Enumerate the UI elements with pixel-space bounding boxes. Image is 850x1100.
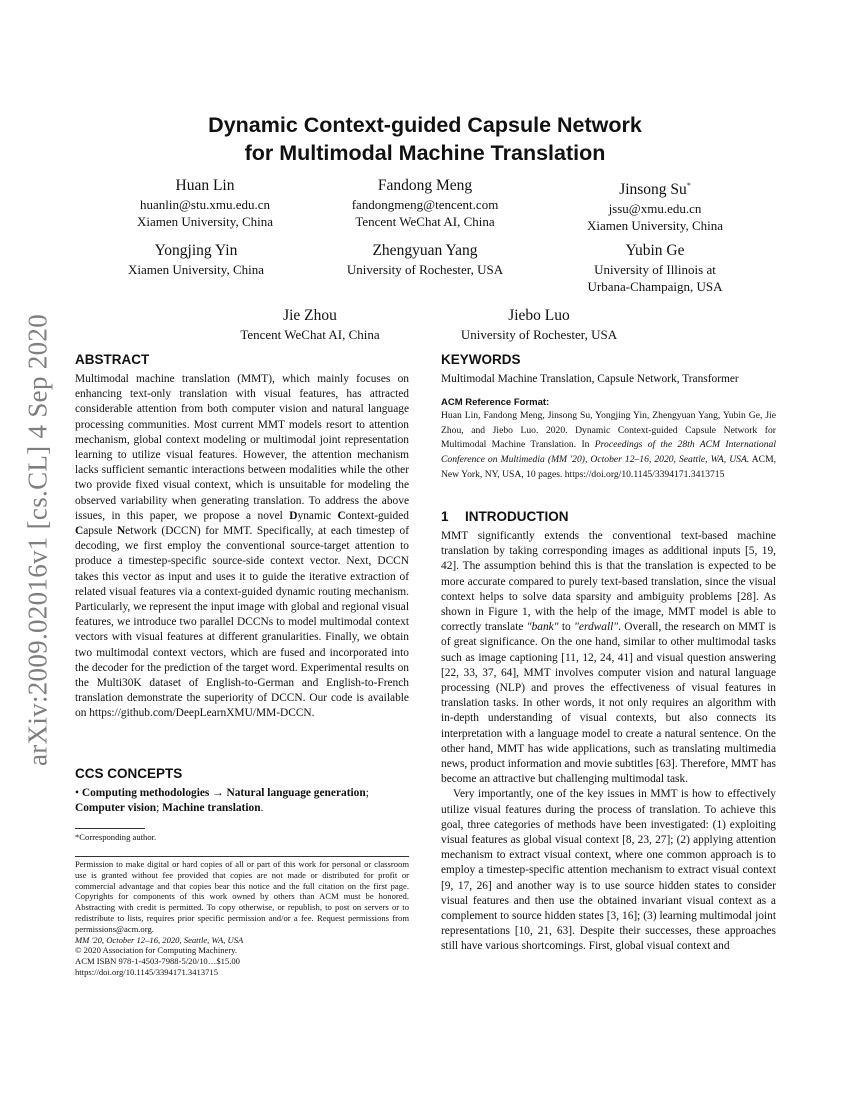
permission-block xyxy=(75,856,409,978)
ccs-heading: CCS CONCEPTS xyxy=(75,766,183,781)
author-block xyxy=(315,241,535,278)
author-block xyxy=(315,176,535,230)
author-affiliation: University of Rochester, USA xyxy=(460,327,618,342)
author-affiliation: Xiamen University, China xyxy=(128,262,264,277)
author-affiliation: Xiamen University, China xyxy=(137,214,273,229)
author-block xyxy=(86,241,306,278)
ccs-section xyxy=(75,766,409,816)
footnote xyxy=(75,828,409,843)
arxiv-stamp xyxy=(18,300,58,780)
author-block xyxy=(200,306,420,343)
arxiv-id: arXiv:2009.02016v1 [cs.CL] 4 Sep 2020 xyxy=(22,313,53,767)
intro-paragraph-2: Very importantly, one of the key issues in MMT is how to effectively utilize visual features during the process of translation. To achieve this goal, three categories of methods have been investigated: (1) exploiting visual features as global visual context [8, 23, 27]; (2) applying attention mechanism to extract visual context, where one common approach is to employ a timestep-specific attention mechanism to extract visual context [9, 17, 26] and another way is to use source hidden states to consider visual features and then use the obtained invariant visual context as a complement to source hidden states [3, 16]; (3) learning multimodal joint representations [10, 21, 63]. Despite their successes, these approaches still have various shortcomings. First, global visual context and xyxy=(441,788,776,953)
reference-heading: ACM Reference Format: xyxy=(441,397,550,408)
title-line-1: Dynamic Context-guided Capsule Network xyxy=(208,113,642,137)
ccs-text: • Computing methodologies → Natural language generation; Computer vision; Machine translation. xyxy=(75,787,369,815)
footnote-rule xyxy=(75,828,145,829)
author-email: huanlin@stu.xmu.edu.cn xyxy=(139,197,271,212)
paper-title xyxy=(0,111,850,167)
author-block xyxy=(545,176,765,234)
corresponding-mark: * xyxy=(686,181,691,190)
intro-paragraph-1: MMT significantly extends the conventional text-based machine translation by taking corresponding images as additional inputs [5, 19, 42]. The assumption behind this is that the translation is expected to be more accurate compared to purely text-based translation, since the visual context helps to solve data sparsity and ambiguity problems [28]. As shown in Figure 1, with the help of the image, MMT model is able to correctly translate "bank" to "erdwall". Overall, the research on MMT is of great significance. On the one hand, similar to other multimodal tasks such as image captioning [11, 12, 24, 41] and visual question answering [22, 33, 37, 64], MMT involves computer vision and natural language processing (NLP) and proves the effectiveness of visual features in translation tasks. In other words, it not only requires an algorithm with in-depth understanding of visual contexts, but also connects its interpretation with a language model to create a natural sentence. On the other hand, MMT has wide applications, such as translating multimedia news, product information and movie subtitles [63]. Therefore, MMT has become an attractive but challenging multimodal task. xyxy=(441,530,776,786)
keywords-section xyxy=(441,352,776,387)
author-affiliation: Tencent WeChat AI, China xyxy=(240,327,380,342)
abstract-text: Multimodal machine translation (MMT), which mainly focuses on enhancing text-only translation with visual features, has attracted considerable attention from both computer vision and natural language processing communities. Most current MMT models resort to attention mechanism, global context modeling or multimodal joint representation learning to utilize visual features. However, the attention mechanism lacks sufficient semantic interactions between modalities while the other two provide fixed visual context, which is unsuitable for modeling the observed variability when generating translation. To address the above issues, in this paper, we propose a novel Dynamic Context-guided Capsule Network (DCCN) for MMT. Specifically, at each timestep of decoding, we first employ the conventional source-target attention to produce a timestep-specific source-side context vector. Next, DCCN takes this vector as input and uses it to guide the iterative extraction of related visual features via a context-guided dynamic routing mechanism. Particularly, we represent the input image with global and regional visual features, we introduce two parallel DCCNs to model multimodal context vectors with visual features at different granularities. Finally, we obtain two multimodal context vectors, which are fused and incorporated into the decoder for the prediction of the target word. Experimental results on the Multi30K dataset of English-to-German and English-to-French translation demonstrate the superiority of DCCN. Our code is available on https://github.com/DeepLearnXMU/MM-DCCN. xyxy=(75,373,409,720)
title-line-2: for Multimodal Machine Translation xyxy=(244,141,606,165)
doi-line: https://doi.org/10.1145/3394171.3413715 xyxy=(75,966,218,977)
author-affiliation: Tencent WeChat AI, China xyxy=(355,214,495,229)
author-name: Fandong Meng xyxy=(377,177,473,194)
author-affiliation: University of Rochester, USA xyxy=(346,262,504,277)
abstract-heading: ABSTRACT xyxy=(75,352,150,367)
abstract-section xyxy=(75,352,409,722)
permission-rule xyxy=(75,856,409,857)
author-name: Yongjing Yin xyxy=(154,242,238,259)
venue-line: MM '20, October 12–16, 2020, Seattle, WA, USA xyxy=(75,934,244,945)
author-email: jssu@xmu.edu.cn xyxy=(608,201,702,217)
footnote-text: *Corresponding author. xyxy=(75,832,157,842)
introduction-heading: 1 INTRODUCTION xyxy=(441,509,569,524)
author-block xyxy=(545,241,765,295)
keywords-text: Multimodal Machine Translation, Capsule Network, Transformer xyxy=(441,373,739,385)
author-affiliation: Xiamen University, China xyxy=(587,218,723,234)
reference-text: Huan Lin, Fandong Meng, Jinsong Su, Yongjing Yin, Zhengyuan Yang, Yubin Ge, Jie Zhou, and Jiebo Luo. 2020. Dynamic Context-guided Capsule Network for Multimodal Machine Translation. In Proceedings of the 28th ACM International Conference on Multimedia (MM '20), October 12–16, 2020, Seattle, WA, USA. ACM, New York, NY, USA, 10 pages. https://doi.org/10.1145/3394171.3413715 xyxy=(441,410,776,480)
isbn-line: ACM ISBN 978-1-4503-7988-5/20/10…$15.00 xyxy=(75,956,240,967)
introduction-section xyxy=(441,509,776,955)
author-block xyxy=(95,176,315,230)
author-name: Jinsong Su xyxy=(619,181,687,199)
author-name: Yubin Ge xyxy=(625,242,685,259)
keywords-heading: KEYWORDS xyxy=(441,352,521,367)
author-block xyxy=(429,306,649,343)
reference-format xyxy=(441,396,776,483)
author-affiliation: University of Illinois at xyxy=(594,262,716,277)
author-name: Jiebo Luo xyxy=(508,307,570,324)
author-email: fandongmeng@tencent.com xyxy=(351,197,499,212)
copyright-line: © 2020 Association for Computing Machinery. xyxy=(75,945,238,956)
author-affiliation-2: Urbana-Champaign, USA xyxy=(587,279,723,294)
author-name: Huan Lin xyxy=(175,177,235,194)
author-name: Jie Zhou xyxy=(283,307,337,324)
permission-text: Permission to make digital or hard copies of all or part of this work for personal or classroom use is granted without fee provided that copies are not made or distributed for profit or commercial advantage and that copies bear this notice and the full citation on the first page. Copyrights for components of this work owned by others than ACM must be honored. Abstracting with credit is permitted. To copy otherwise, or republish, to post on servers or to redistribute to lists, requires prior specific permission and/or a fee. Request permissions from permissions@acm.org. xyxy=(75,859,409,934)
author-name: Zhengyuan Yang xyxy=(372,242,478,259)
